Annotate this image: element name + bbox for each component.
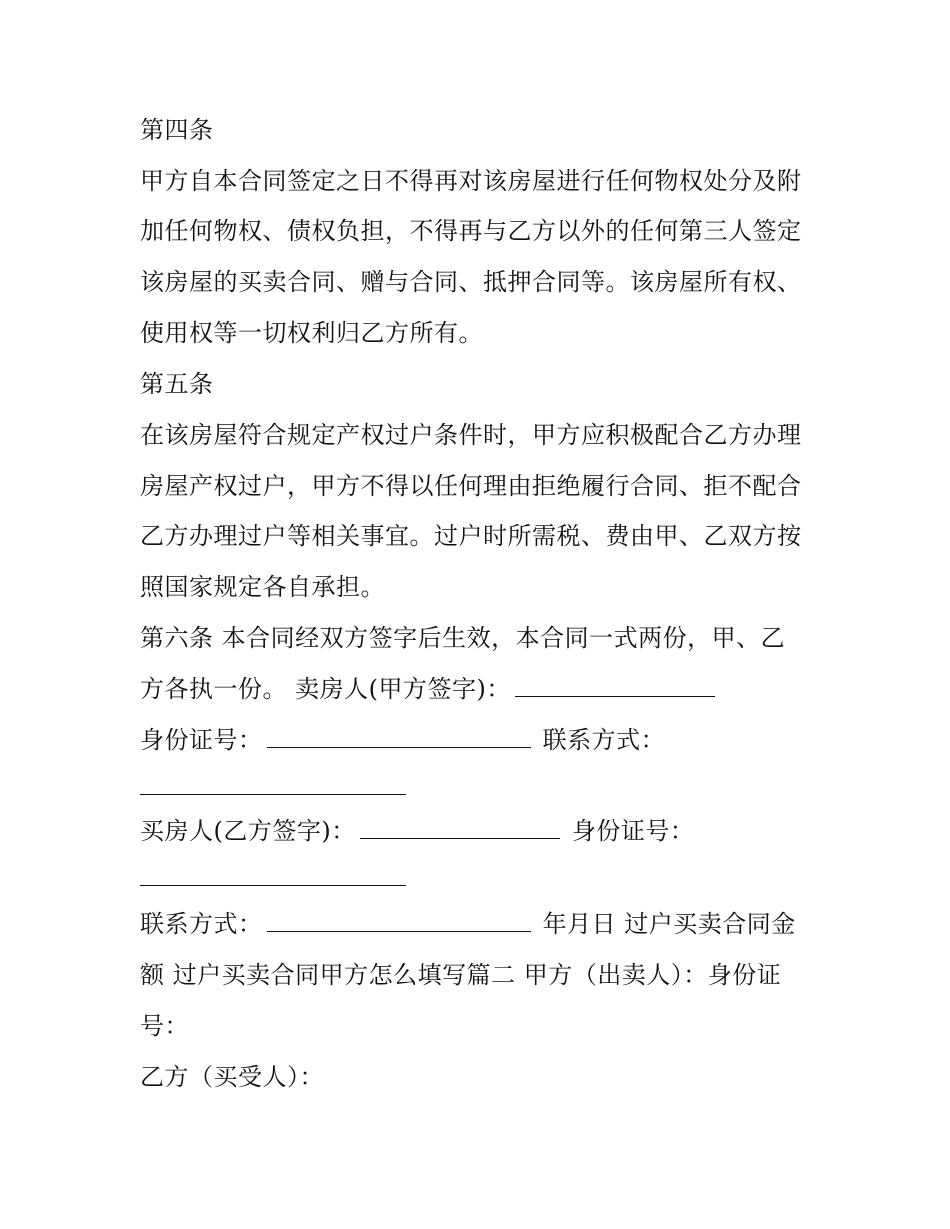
seller-sign-line	[140, 674, 719, 704]
article-5-line-2: 房屋产权过户，甲方不得以任何理由拒绝履行合同、拒不配合	[140, 472, 802, 500]
seller-id-blank[interactable]	[267, 725, 531, 748]
seller-contact-blank[interactable]	[140, 793, 406, 795]
seller-id-line	[140, 725, 665, 755]
article-4-line-3: 该房屋的买卖合同、赠与合同、抵押合同等。该房屋所有权、	[140, 268, 802, 296]
buyer-contact-line	[140, 909, 796, 939]
article-5-line-1: 在该房屋符合规定产权过户条件时，甲方应积极配合乙方办理	[140, 421, 802, 449]
article-4-line-4: 使用权等一切权利归乙方所有。	[140, 319, 483, 347]
article-4-line-1: 甲方自本合同签定之日不得再对该房屋进行任何物权处分及附	[140, 167, 802, 195]
article-4-heading: 第四条	[140, 116, 214, 144]
buyer-sign-line	[140, 816, 694, 846]
seller-sign-label: 方各执一份。 卖房人(甲方签字)：	[140, 675, 511, 703]
buyer-signature-blank[interactable]	[360, 816, 560, 839]
article-5-line-3: 乙方办理过户等相关事宜。过户时所需税、费由甲、乙双方按	[140, 522, 802, 550]
tail-line-1: 额 过户买卖合同甲方怎么填写篇二 甲方（出卖人）：身份证	[140, 961, 782, 989]
seller-contact-label: 联系方式：	[542, 726, 666, 754]
date-amount-text: 年月日 过户买卖合同金	[542, 910, 796, 938]
seller-signature-blank[interactable]	[515, 674, 715, 697]
seller-id-label: 身份证号：	[140, 726, 263, 754]
buyer-contact-blank[interactable]	[267, 909, 531, 932]
article-5-line-4: 照国家规定各自承担。	[140, 573, 385, 601]
buyer-id-blank[interactable]	[140, 884, 406, 886]
buyer-contact-label: 联系方式：	[140, 910, 263, 938]
article-6-line-1: 第六条 本合同经双方签字后生效，本合同一式两份，甲、乙	[140, 624, 786, 652]
buyer-id-label: 身份证号：	[571, 817, 695, 845]
tail-line-2: 号：	[140, 1012, 189, 1040]
buyer-sign-label: 买房人(乙方签字)：	[140, 817, 356, 845]
tail-line-3: 乙方（买受人）：	[140, 1063, 324, 1091]
article-5-heading: 第五条	[140, 370, 214, 398]
article-4-line-2: 加任何物权、债权负担，不得再与乙方以外的任何第三人签定	[140, 217, 802, 245]
